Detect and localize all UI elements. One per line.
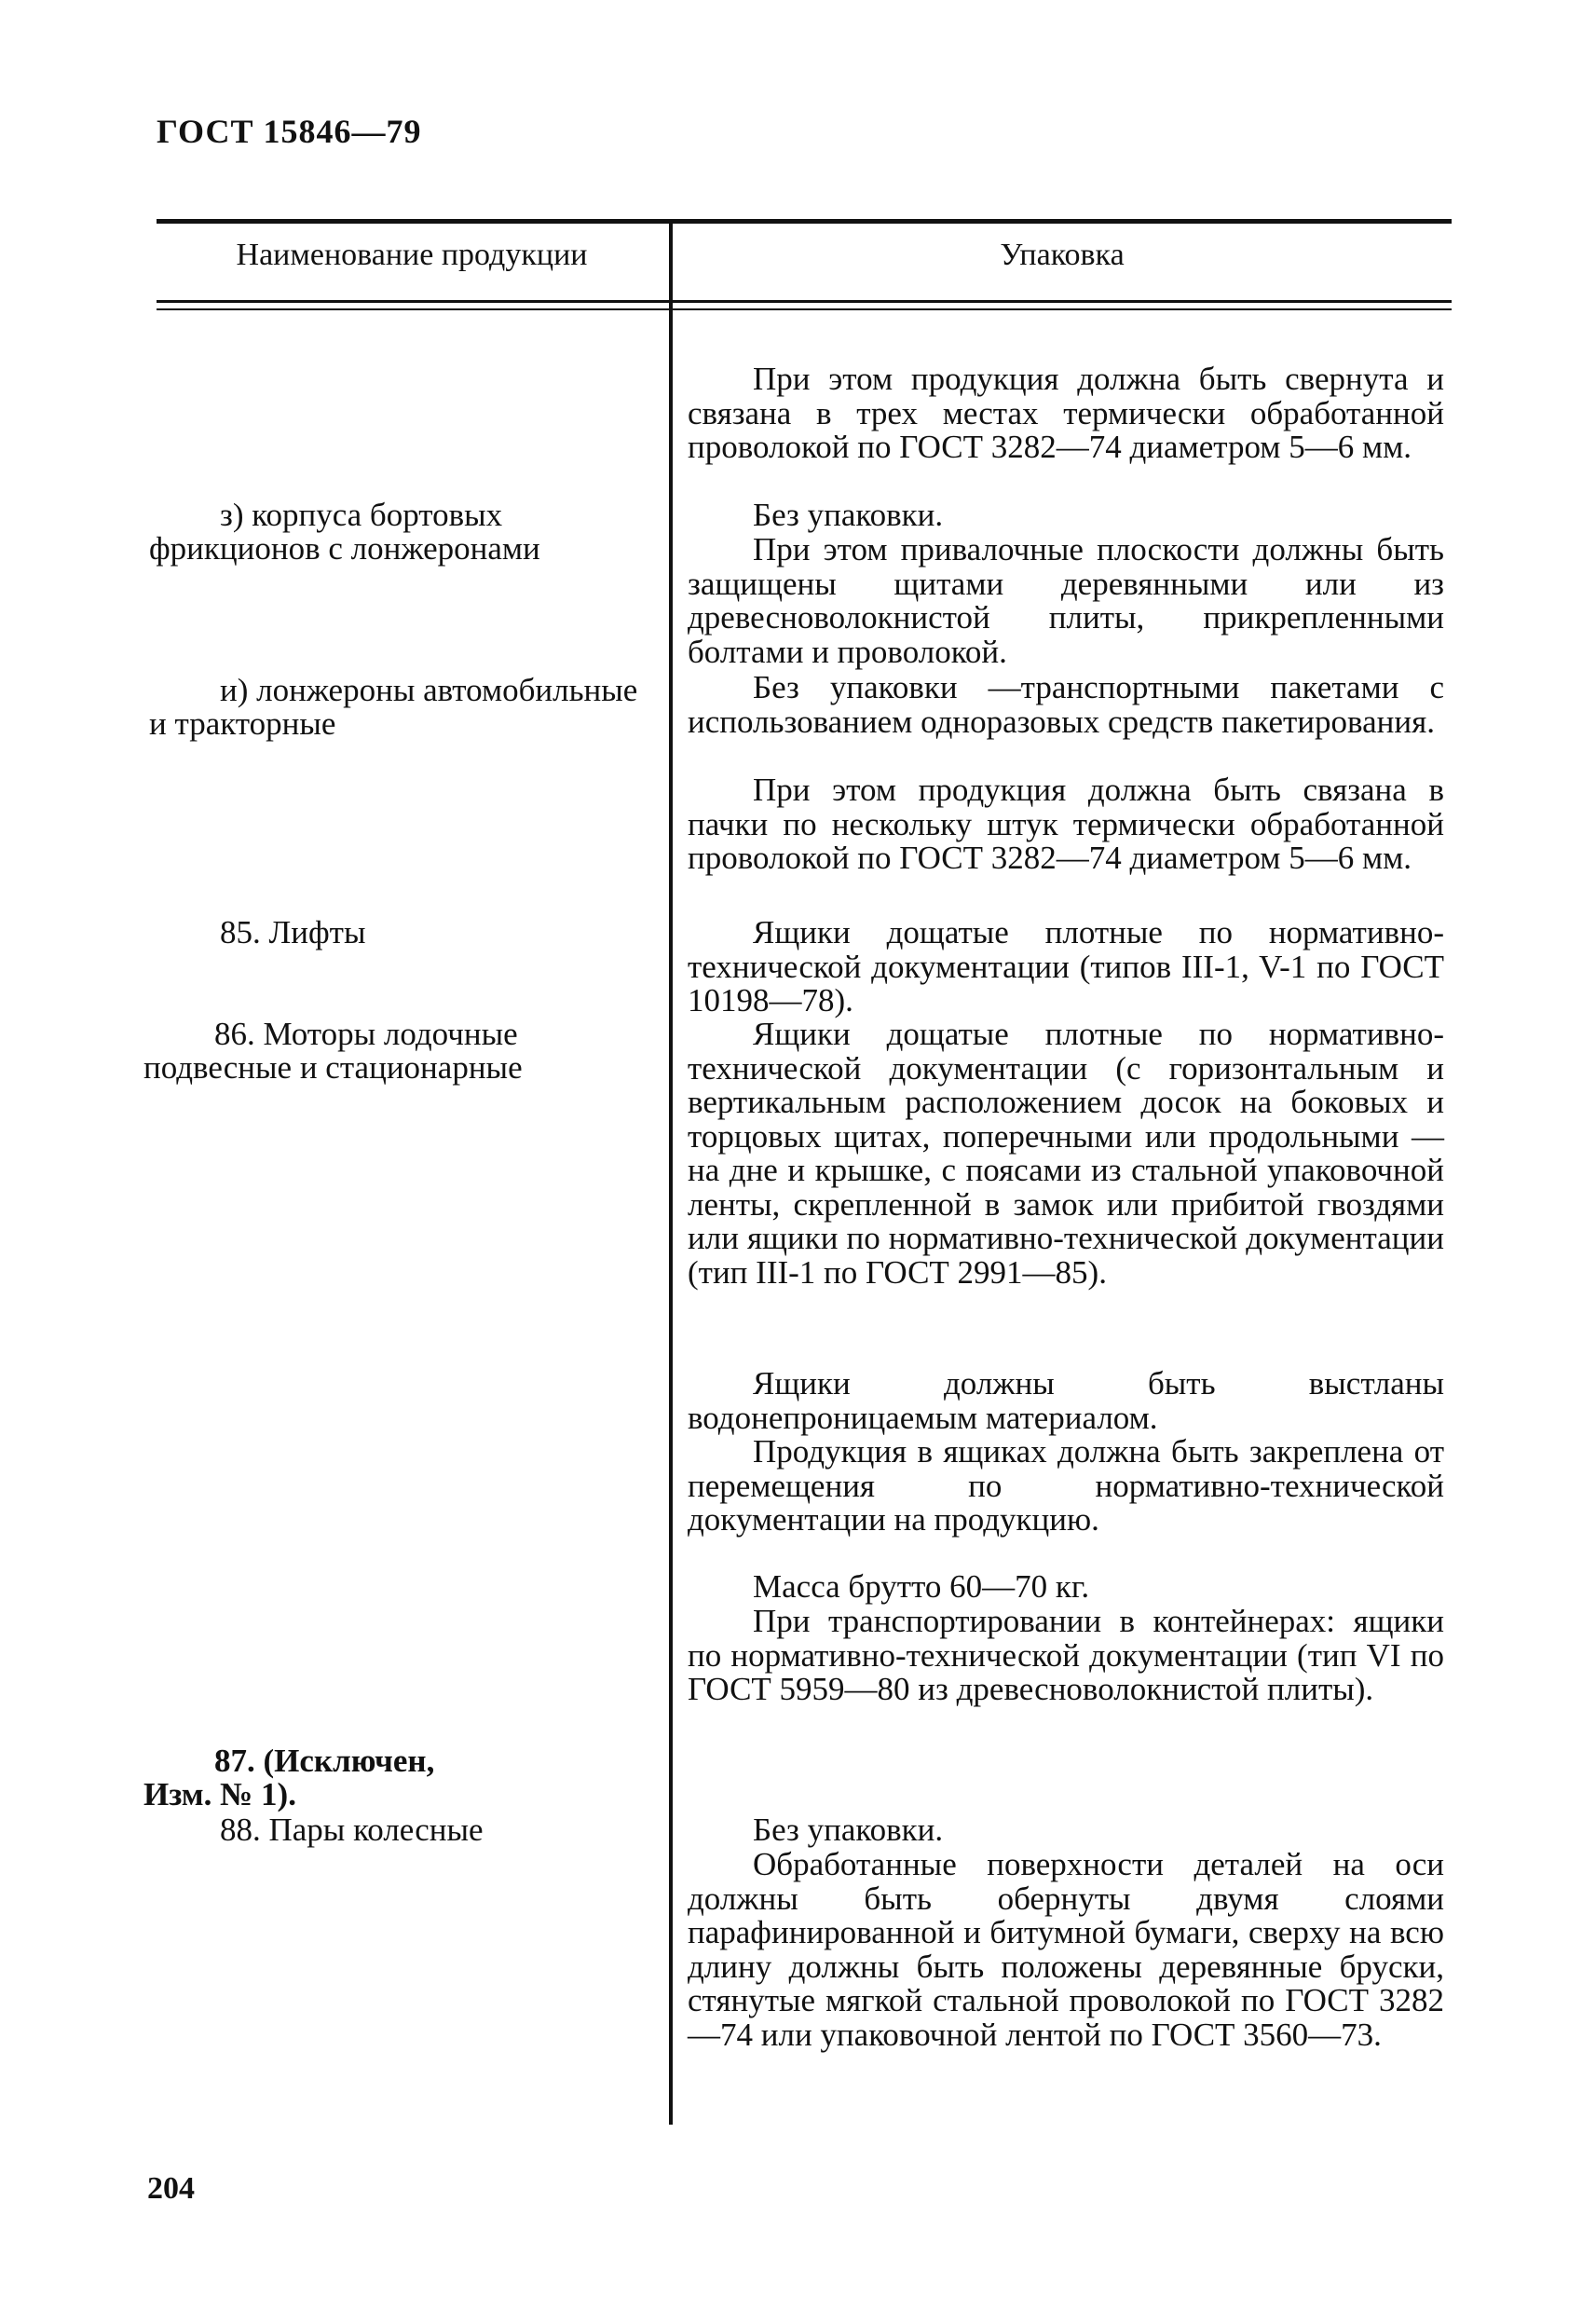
packing-text-12: Без упаковки. [753, 1812, 944, 1848]
packing-text-10: Масса брутто 60—70 кг. [753, 1568, 1090, 1605]
product-item-88: 88. Пары колесные [220, 1812, 484, 1848]
header-rule [157, 300, 1452, 303]
packing-text-2: Без упаковки. [753, 497, 944, 533]
packing-text-9: Продукция в ящиках должна быть закреплена от перемещения по нормативно-технической документации на продукцию. [688, 1433, 1444, 1538]
packing-text-4: Без упаковки —транспортными пакетами с использованием одноразовых средств пакетирования. [688, 669, 1444, 740]
packing-text-8: Ящики должны быть выстланы водонепроницаемым материалом. [688, 1365, 1444, 1436]
packing-text-13: Обработанные поверхности деталей на оси должны быть обернуты двумя слоями парафинированной и битумной бумаги, сверху на всю длину должны быть положены деревянные бруски, стянутые мягкой стальной проволокой по ГОСТ 3282—74 или упаковочной лентой по ГОСТ 3560—73. [688, 1846, 1444, 2053]
packing-text-11: При транспортировании в контейнерах: ящики по нормативно-технической документации (тип VI по ГОСТ 5959—80 из древесноволокнистой плиты). [688, 1603, 1444, 1707]
packing-text-1: При этом продукция должна быть свернута и связана в трех местах термически обработанной проволокой по ГОСТ 3282—74 диаметром 5—6 мм. [688, 361, 1444, 465]
product-item-87: 87. (Исключен, Изм. № 1). [143, 1743, 435, 1812]
column-header-product: Наименование продукции [236, 238, 588, 272]
header-rule-second [157, 308, 1452, 310]
product-item-i: и) лонжероны автомобильные и тракторные [149, 672, 638, 742]
packing-text-3: При этом привалочные плоскости должны быть защищены щитами деревянными или из древесноволокнистой плиты, прикрепленными болтами и проволокой. [688, 531, 1444, 670]
packing-text-6: Ящики дощатые плотные по нормативно-технической документации (типов III-1, V-1 по ГОСТ 10198—78). [688, 914, 1444, 1019]
table-top-rule [157, 219, 1452, 224]
product-item-z: з) корпуса бортовых фрикционов с лонжеронами [149, 497, 540, 567]
column-header-packing: Упаковка [1000, 238, 1125, 272]
page-header-title: ГОСТ 15846—79 [157, 113, 422, 150]
packing-text-7: Ящики дощатые плотные по нормативно-технической документации (с горизонтальным и вертикальным расположением досок на боковых и торцовых щитах, поперечными или продольными — на дне и крышке, с поясами из стальной упаковочной ленты, скрепленной в замок или прибитой гвоздями или ящики по нормативно-технической документации (тип III-1 по ГОСТ 2991—85). [688, 1016, 1444, 1291]
product-item-85: 85. Лифты [220, 914, 366, 950]
product-item-86: 86. Моторы лодочные подвесные и стационарные [143, 1016, 523, 1086]
column-divider [669, 222, 673, 2125]
packing-text-5: При этом продукция должна быть связана в пачки по нескольку штук термически обработанной проволокой по ГОСТ 3282—74 диаметром 5—6 мм. [688, 772, 1444, 876]
page-number: 204 [147, 2171, 195, 2206]
